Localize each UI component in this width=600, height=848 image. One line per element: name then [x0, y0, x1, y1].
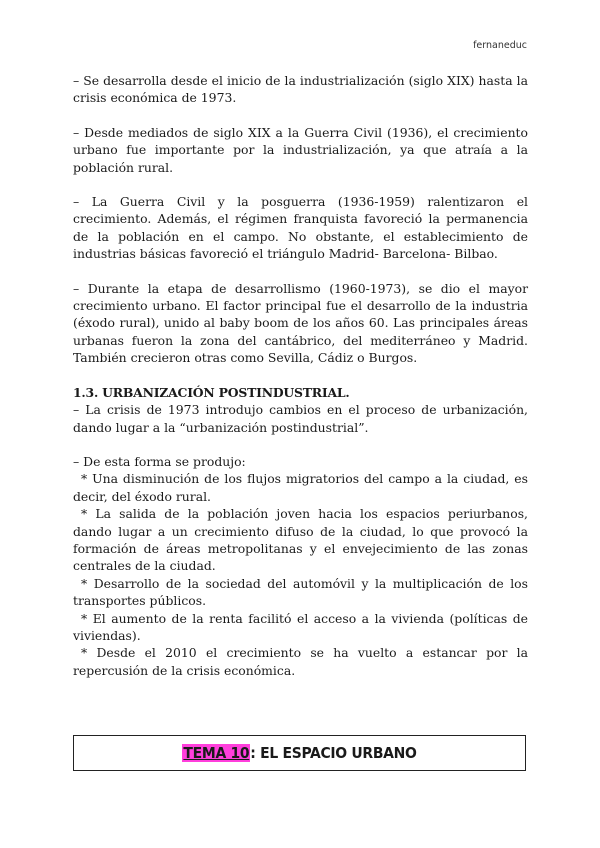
paragraph: – Desde mediados de siglo XIX a la Guerra Civil (1936), el crecimiento urbano fue importante por la industrialización, ya que atraía a la población rural. — [73, 124, 528, 175]
banner-title: : EL ESPACIO URBANO — [250, 744, 417, 762]
bullet-item: * Desde el 2010 el crecimiento se ha vuelto a estancar por la repercusión de la crisis económica. — [73, 645, 528, 678]
tema-label: TEMA 10 — [183, 744, 250, 762]
topic-banner — [73, 735, 526, 771]
document-body — [73, 72, 528, 679]
paragraph: – La Guerra Civil y la posguerra (1936-1959) ralentizaron el crecimiento. Además, el régimen franquista favoreció la permanencia de la población en el campo. No obstante, el establecimiento de industrias básicas favoreció el triángulo Madrid- Barcelona- Bilbao. — [73, 194, 528, 262]
paragraph: – Se desarrolla desde el inicio de la industrialización (siglo XIX) hasta la crisis económica de 1973. — [73, 73, 528, 106]
bullet-item: * Desarrollo de la sociedad del automóvil y la multiplicación de los transportes públicos. — [73, 575, 528, 609]
author-name: fernaneduc — [473, 40, 527, 51]
paragraph: – Durante la etapa de desarrollismo (1960-1973), se dio el mayor crecimiento urbano. El factor principal fue el desarrollo de la industria (éxodo rural), unido al baby boom de los años 60. Las principales áreas urbanas fueron la zona del cantábrico, del mediterráneo y Madrid. También crecieron otras como Sevilla, Cádiz o Burgos. — [73, 280, 528, 366]
section-intro: – La crisis de 1973 introdujo cambios en el proceso de urbanización, dando lugar a la “urbanización postindustrial”. — [73, 402, 528, 435]
bullets-intro: – De esta forma se produjo: — [73, 453, 246, 469]
bullet-item: * La salida de la población joven hacia los espacios periurbanos, dando lugar a un crecimiento difuso de la ciudad, lo que provocó la formación de áreas metropolitanas y el envejecimiento de las zonas centrales de la ciudad. — [73, 506, 528, 574]
bullet-item: * Una disminución de los flujos migratorios del campo a la ciudad, es decir, del éxodo rural. — [73, 471, 528, 504]
section-heading: 1.3. URBANIZACIÓN POSTINDUSTRIAL. — [73, 384, 350, 400]
bullet-item: * El aumento de la renta facilitó el acceso a la vivienda (políticas de viviendas). — [73, 610, 528, 643]
